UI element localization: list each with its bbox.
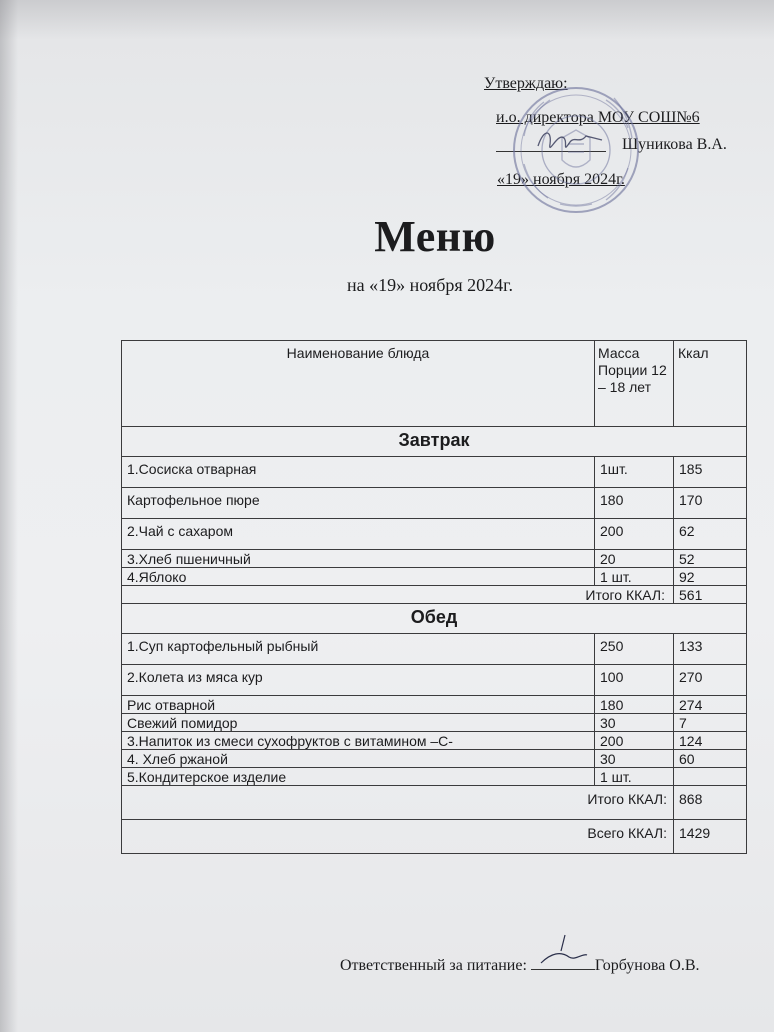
section-row-breakfast [122,427,747,457]
table-row [122,634,747,665]
section-title: Завтрак [122,427,747,457]
table-row [122,696,747,714]
footer-responsible [340,957,700,975]
grand-total-value: 1429 [674,820,747,854]
document-subtitle: на «19» ноября 2024г. [347,275,513,295]
table-row [122,732,747,750]
dish-mass: 30 [595,750,674,768]
dish-name: 1.Сосиска отварная [122,457,595,488]
grand-total-label: Всего ККАЛ: [122,820,674,854]
dish-name: Картофельное пюре [122,488,595,519]
dish-kcal: 170 [674,488,747,519]
dish-name: 3.Хлеб пшеничный [122,550,595,568]
dish-name: 1.Суп картофельный рыбный [122,634,595,665]
section-title: Обед [122,604,747,634]
dish-name: 5.Кондитерское изделие [122,768,595,786]
dish-mass: 100 [595,665,674,696]
responsible-signature-line [531,969,595,970]
table-row [122,457,747,488]
menu-table [121,340,747,854]
grand-total-row [122,820,747,854]
dish-kcal: 133 [674,634,747,665]
signature-icon [531,931,595,971]
dish-kcal: 274 [674,696,747,714]
dish-mass: 180 [595,696,674,714]
dish-name: Рис отварной [122,696,595,714]
dish-name: 2.Колета из мяса кур [122,665,595,696]
dish-kcal: 185 [674,457,747,488]
dish-mass: 1шт. [595,457,674,488]
dish-kcal: 60 [674,750,747,768]
total-value: 561 [674,586,747,604]
approval-date: «19» ноября 2024г. [497,171,625,188]
total-label: Итого ККАЛ: [122,586,674,604]
dish-mass: 1 шт. [595,768,674,786]
responsible-name: Горбунова О.В. [594,957,700,974]
table-row [122,768,747,786]
dish-kcal: 62 [674,519,747,550]
table-row [122,714,747,732]
table-header-row [122,341,747,427]
total-label: Итого ККАЛ: [122,786,674,820]
dish-kcal [674,768,747,786]
page-edge-shadow [0,0,18,1032]
responsible-label: Ответственный за питание: [340,957,527,974]
table-row [122,488,747,519]
dish-kcal: 7 [674,714,747,732]
dish-mass: 30 [595,714,674,732]
dish-kcal: 92 [674,568,747,586]
dish-mass: 180 [595,488,674,519]
section-row-lunch [122,604,747,634]
dish-name: 4.Яблоко [122,568,595,586]
dish-mass: 200 [595,519,674,550]
dish-mass: 250 [595,634,674,665]
document-title: Меню [374,212,496,261]
dish-kcal: 270 [674,665,747,696]
dish-name: 2.Чай с сахаром [122,519,595,550]
table-row [122,519,747,550]
page-top-shadow [0,0,774,40]
table-row [122,568,747,586]
table-row [122,550,747,568]
dish-mass: 200 [595,732,674,750]
table-row [122,665,747,696]
dish-kcal: 124 [674,732,747,750]
dish-kcal: 52 [674,550,747,568]
table-row [122,750,747,768]
dish-mass: 20 [595,550,674,568]
header-mass: Масса Порции 12 – 18 лет [595,341,674,427]
dish-mass: 1 шт. [595,568,674,586]
section-total-row [122,786,747,820]
approval-name: Шуникова В.А. [622,136,727,153]
total-value: 868 [674,786,747,820]
dish-name: 3.Напиток из смеси сухофруктов с витамином –С- [122,732,595,750]
dish-name: Свежий помидор [122,714,595,732]
dish-name: 4. Хлеб ржаной [122,750,595,768]
school-seal-stamp [510,84,642,216]
header-kcal: Ккал [674,341,747,427]
approval-title: Утверждаю: [484,75,568,92]
approval-position: и.о. директора МОУ СОШ№6 [496,109,700,126]
section-total-row [122,586,747,604]
header-dish: Наименование блюда [122,341,595,427]
